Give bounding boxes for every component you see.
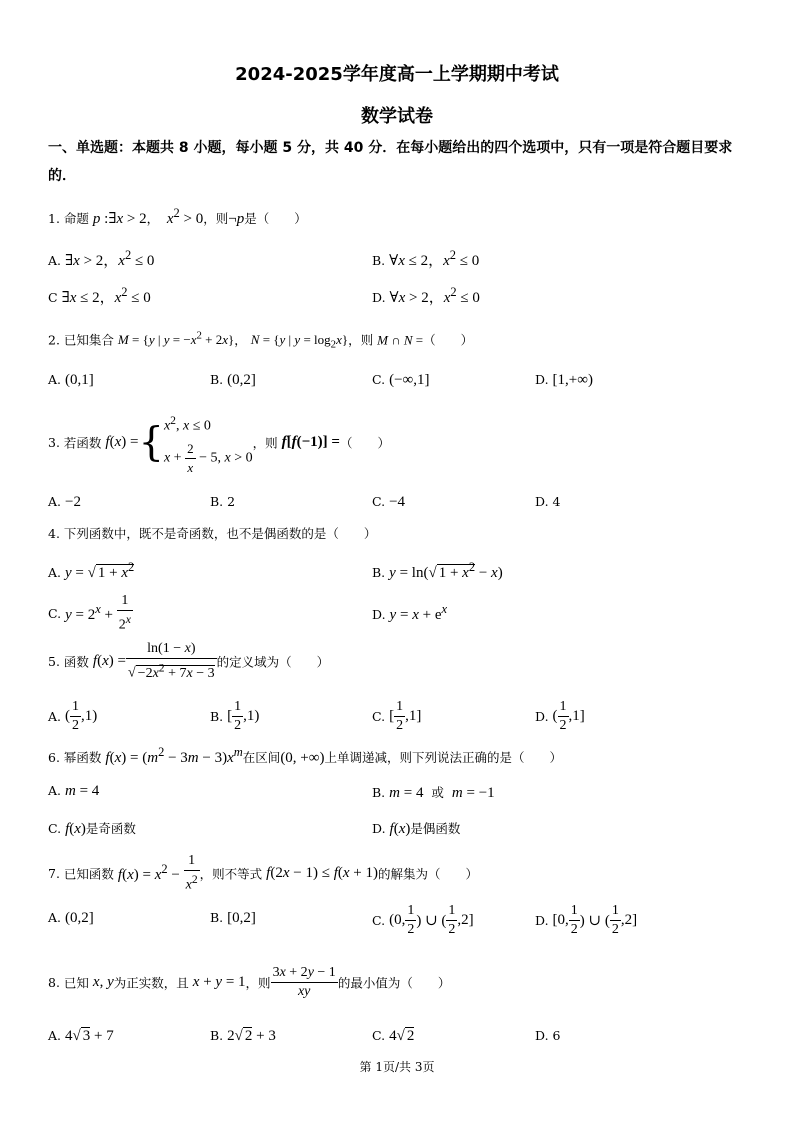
question-number: 1. [48, 211, 60, 226]
option-4c: C. $y = 2^x$ + $\frac{1}{2^x}$ [48, 593, 131, 633]
option-6c: C. f(x)是奇函数 [48, 821, 136, 837]
option-2a: A. (0,1] [48, 372, 94, 388]
question-3: 3. 若函数 $f(x) =\{x^2$, x ≤ 0 x + $\frac{2}{x}$ − 5, x > 0，则 f[f(−1)] =（ ） [48, 414, 390, 475]
question-2: 2. 已知集合 M = {y | $y = -x^2 + 2x$}， N = {y | $y = \log_2x$}，则 M ∩ N =（ ） [48, 330, 474, 351]
option-8a: A. 4√ 3 + 7 [48, 1028, 114, 1044]
option-6b: B. m = 4 或 m = −1 [372, 785, 495, 801]
exam-subtitle: 数学试卷 [361, 106, 433, 127]
option-6a: A. m = 4 [48, 783, 100, 799]
option-7d: D. [0, $\frac{1}{2}$ ) ∪ ( $\frac{1}{2}$ ,2] [535, 903, 638, 937]
exam-title: 2024-2025学年度高一上学期期中考试 [235, 64, 559, 85]
option-5b: B. [ $\frac{1}{2}$ ,1) [210, 699, 260, 733]
option-5c: C. [ $\frac{1}{2}$ ,1] [372, 699, 422, 733]
option-1a: A. ∃x > 2，$x^2 \le 0$ [48, 248, 155, 269]
question-1: 1. 命题 p :∃x > 2， $x^2 > 0$，则¬p是（ ） [48, 206, 307, 227]
page-footer: 第 1页/共 3页 [359, 1060, 435, 1074]
option-1d: D. ∀x > 2，$x^2 \le 0$ [372, 285, 480, 306]
option-5d: D. ( $\frac{1}{2}$ ,1] [535, 699, 585, 733]
option-4b: B. y = ln(√ $1 + x^2 - x$) [372, 560, 503, 581]
question-number: 2. [48, 332, 60, 348]
option-3d: D. 4 [535, 494, 561, 509]
section-heading: 一、单选题：本题共 8 小题，每小题 5 分，共 40 分．在每小题给出的四个选项中，只有一项是符合题目要求的． [48, 140, 733, 184]
question-8: 8. 已知 x, y为正实数，且 x + y = 1，则 $\frac{3x + 2y - 1}{xy}$ 的最小值为（ ） [48, 965, 451, 999]
option-7b: B. [0,2] [210, 910, 256, 926]
option-3a: A. −2 [48, 494, 81, 510]
question-number: 6. [48, 750, 60, 765]
option-5a: A. ( $\frac{1}{2}$ ,1) [48, 699, 98, 733]
option-2b: B. (0,2] [210, 372, 256, 388]
option-8c: C. 4√ 2 [372, 1028, 415, 1044]
option-7c: C. (0, $\frac{1}{2}$ ) ∪ ( $\frac{1}{2}$ ,2] [372, 903, 474, 937]
question-number: 7. [48, 865, 60, 881]
question-number: 8. [48, 975, 60, 990]
option-2c: C. (−∞,1] [372, 372, 430, 388]
option-7a: A. (0,2] [48, 910, 94, 926]
question-7: 7. 已知函数 $f(x) = x^2$ − $\frac{1}{x^2}$ ，则不等式 f(2x − 1) ≤ f(x + 1)的解集为（ ） [48, 853, 479, 893]
option-3c: C. −4 [372, 494, 406, 510]
option-4a: A. y = √ $1 + x^2$ [48, 560, 135, 581]
question-number: 4. [48, 526, 60, 541]
option-4d: D. $y = x + e^x$ [372, 602, 448, 623]
question-5: 5. 函数 f(x) = $\frac{\ln(1 - x)}{√ -2x^2 + 7x - 3}$ 的定义域为（ ） [48, 641, 330, 681]
option-2d: D. [1,+∞) [535, 372, 593, 388]
option-3b: B. 2 [210, 494, 236, 509]
option-1c: C ∃x ≤ 2，$x^2 \le 0$ [48, 285, 151, 306]
option-8b: B. 2√ 2 + 3 [210, 1028, 276, 1044]
option-8d: D. 6 [535, 1028, 561, 1043]
question-4: 4. 下列函数中，既不是奇函数，也不是偶函数的是（ ） [48, 526, 377, 541]
option-6d: D. f(x)是偶函数 [372, 821, 461, 837]
question-number: 5. [48, 653, 60, 669]
question-number: 3. [48, 434, 60, 450]
question-6: 6. 幂函数 $f(x) = (m^2 - 3m - 3)x^m$在区间(0, +∞)上单调递减，则下列说法正确的是（ ） [48, 745, 562, 766]
option-1b: B. ∀x ≤ 2，$x^2 \le 0$ [372, 248, 480, 269]
